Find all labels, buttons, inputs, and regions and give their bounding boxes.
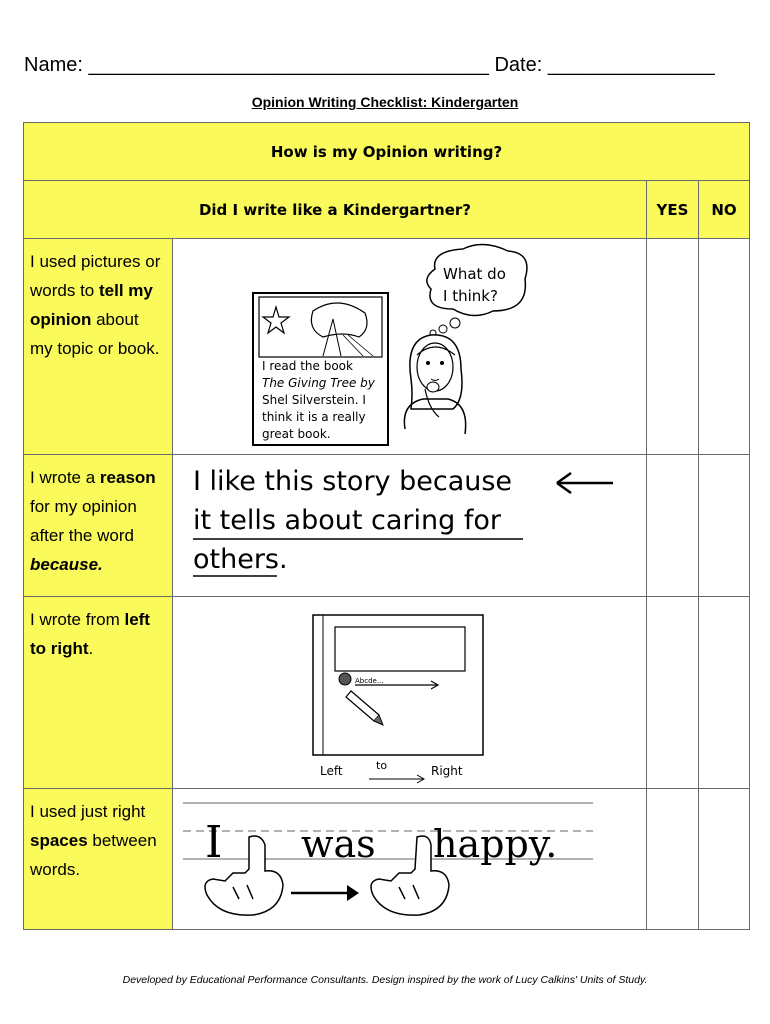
thought-line2: I think? bbox=[443, 287, 498, 305]
no-cell-4[interactable] bbox=[699, 789, 750, 930]
footer-credit: Developed by Educational Performance Consultants. Design inspired by the work of Lucy Calkins' Units of Study. bbox=[122, 974, 648, 986]
subquestion-header: Did I write like a Kindergartner? bbox=[24, 181, 647, 239]
criterion-text-part: for my opinion after the word bbox=[30, 497, 137, 545]
criterion-text-part: left to right bbox=[30, 610, 150, 658]
question-header: How is my Opinion writing? bbox=[24, 123, 750, 181]
criterion-text-part: between words. bbox=[30, 831, 157, 879]
criterion-text-part: I used just right bbox=[30, 802, 146, 821]
criterion-text-part: tell my opinion bbox=[30, 281, 153, 329]
criterion-text-part: because. bbox=[30, 555, 103, 574]
book-text-line3: Shel Silverstein. I bbox=[262, 393, 366, 407]
spacing-word3: happy. bbox=[433, 822, 558, 866]
thought-line1: What do bbox=[443, 265, 506, 283]
book-text-line5: great book. bbox=[262, 427, 331, 441]
book-text-line4: think it is a really bbox=[262, 410, 366, 424]
no-cell-1[interactable] bbox=[699, 239, 750, 455]
spacing-word2: was bbox=[301, 822, 376, 866]
name-date-line bbox=[24, 50, 744, 80]
criterion-text-part: reason bbox=[99, 468, 156, 487]
illustration-reason-sentence bbox=[173, 455, 647, 597]
no-cell-3[interactable] bbox=[699, 597, 750, 789]
yes-cell-2[interactable] bbox=[647, 455, 699, 597]
yes-cell-4[interactable] bbox=[647, 789, 699, 930]
direction-right: Right bbox=[431, 764, 463, 778]
criterion-text-part: I wrote from bbox=[30, 610, 125, 629]
criterion-left-to-right bbox=[24, 597, 173, 789]
right-arrow-icon bbox=[291, 885, 359, 901]
criterion-spaces bbox=[24, 789, 173, 930]
checklist-table bbox=[23, 122, 750, 930]
criterion-text-part: I used pictures or words to bbox=[30, 252, 161, 300]
criterion-text-part: I wrote a bbox=[30, 468, 100, 487]
svg-text:Abcde...: Abcde... bbox=[355, 677, 384, 685]
criterion-tell-opinion bbox=[24, 239, 173, 455]
book-text-line1: I read the book bbox=[262, 359, 353, 373]
illustration-opinion-book bbox=[173, 239, 647, 455]
reason-line2: it tells about caring for bbox=[193, 505, 501, 536]
reason-line1: I like this story because bbox=[193, 466, 513, 497]
direction-to: to bbox=[376, 759, 388, 772]
name-blank[interactable]: ____________________________________ bbox=[88, 54, 489, 76]
yes-cell-3[interactable] bbox=[647, 597, 699, 789]
no-header: NO bbox=[699, 181, 750, 239]
girl-thinking-illustration bbox=[173, 239, 647, 454]
document-title: Opinion Writing Checklist: Kindergarten bbox=[251, 94, 519, 110]
spacing-word1: I bbox=[205, 817, 223, 868]
illustration-spacing bbox=[173, 789, 647, 930]
illustration-left-to-right bbox=[173, 597, 647, 789]
criterion-text-part: about my topic or book. bbox=[30, 310, 160, 358]
yes-header: YES bbox=[647, 181, 699, 239]
book-text-line2: The Giving Tree by bbox=[262, 376, 375, 390]
criterion-reason-because bbox=[24, 455, 173, 597]
reason-line3: others. bbox=[193, 544, 288, 575]
yes-cell-1[interactable] bbox=[647, 239, 699, 455]
direction-left: Left bbox=[320, 764, 343, 778]
criterion-text-part: spaces bbox=[30, 831, 88, 850]
no-cell-2[interactable] bbox=[699, 455, 750, 597]
name-label: Name: bbox=[24, 54, 83, 76]
date-blank[interactable]: _______________ bbox=[547, 54, 715, 76]
left-arrow-icon bbox=[557, 473, 613, 493]
criterion-text-part: . bbox=[88, 639, 94, 658]
date-label: Date: bbox=[494, 54, 543, 76]
